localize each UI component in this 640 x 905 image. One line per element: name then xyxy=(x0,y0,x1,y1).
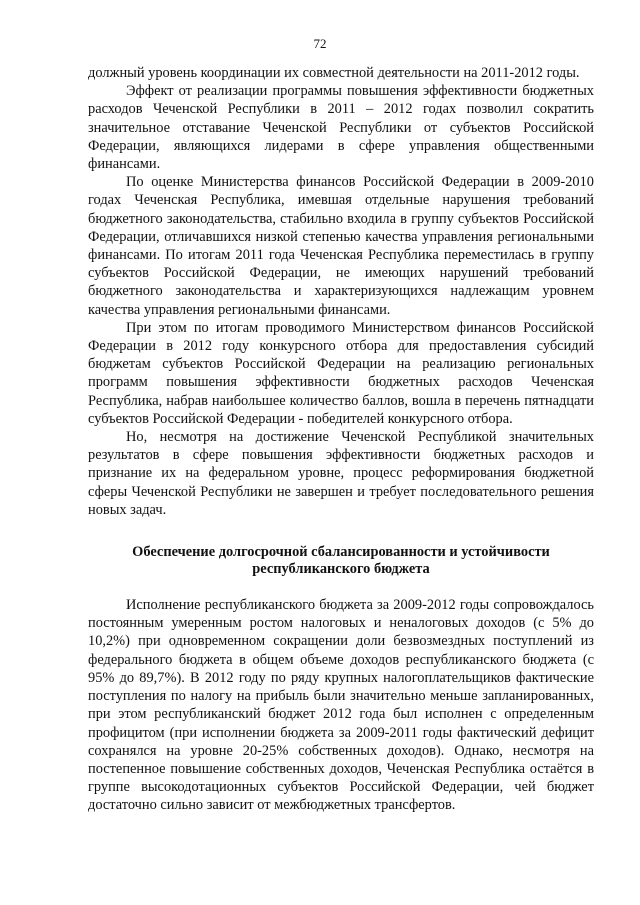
paragraph-continuation: должный уровень координации их совместной деятельности на 2011-2012 годы. xyxy=(88,65,580,81)
page-number: 72 xyxy=(313,36,327,51)
section-heading: Обеспечение долгосрочной сбалансированности и устойчивости республиканского бюджета xyxy=(132,544,550,578)
document-body xyxy=(88,64,594,815)
paragraph-ministry-assessment: По оценке Министерства финансов Российской Федерации в 2009-2010 годах Чеченская Республика, имевшая отдельные нарушения требований бюджетного законодательства, стабильно входила в группу субъектов Российской Федерации, отличавшихся низкой степенью качества управления региональными финансами. По итогам 2011 года Чеченская Республика переместилась в группу субъектов Российской Федерации, не имеющих нарушений требований бюджетного законодательства и характеризующихся надлежащим уровнем качества управления региональными финансами. xyxy=(88,174,594,318)
paragraph-reform-status: Но, несмотря на достижение Чеченской Республикой значительных результатов в сфере повышения эффективности бюджетных расходов и признание их на федеральном уровне, процесс реформирования бюджетной сферы Чеченской Республики не завершен и требует последовательного решения новых задач. xyxy=(88,429,594,518)
paragraph-budget-execution: Исполнение республиканского бюджета за 2009-2012 годы сопровождалось постоянным умеренным ростом налоговых и неналоговых доходов (с 5% до 10,2%) при одновременном сокращении доли безвозмездных поступлений из федерального бюджета в общем объеме доходов республиканского бюджета (с 95% до 89,7%). В 2012 году по ряду крупных налогоплательщиков фактические поступления по налогу на прибыль были значительно меньше запланированных, при этом республиканский бюджет 2012 года был исполнен с определенным профицитом (при исполнении бюджета за 2009-2011 годы фактический дефицит сохранялся на уровне 20-25% собственных доходов). Однако, несмотря на постепенное повышение собственных доходов, Чеченская Республика остаётся в группе высокодотационных субъектов Российской Федерации, чей бюджет достаточно сильно зависит от межбюджетных трансфертов. xyxy=(88,597,594,814)
paragraph-effect: Эффект от реализации программы повышения эффективности бюджетных расходов Чеченской Республики в 2011 – 2012 годах позволил сократить значительное отставание Чеченской Республики от субъектов Российской Федерации, являющихся лидерами в сфере управления общественными финансами. xyxy=(88,83,594,173)
paragraph-competition: При этом по итогам проводимого Министерством финансов Российской Федерации в 2012 году конкурсного отбора для предоставления субсидий бюджетам субъектов Российской Федерации на реализацию региональных программ повышения эффективности бюджетных расходов Чеченская Республика, набрав наибольшее количество баллов, вошла в перечень пятнадцати субъектов Российской Федерации - победителей конкурсного отбора. xyxy=(88,319,594,427)
